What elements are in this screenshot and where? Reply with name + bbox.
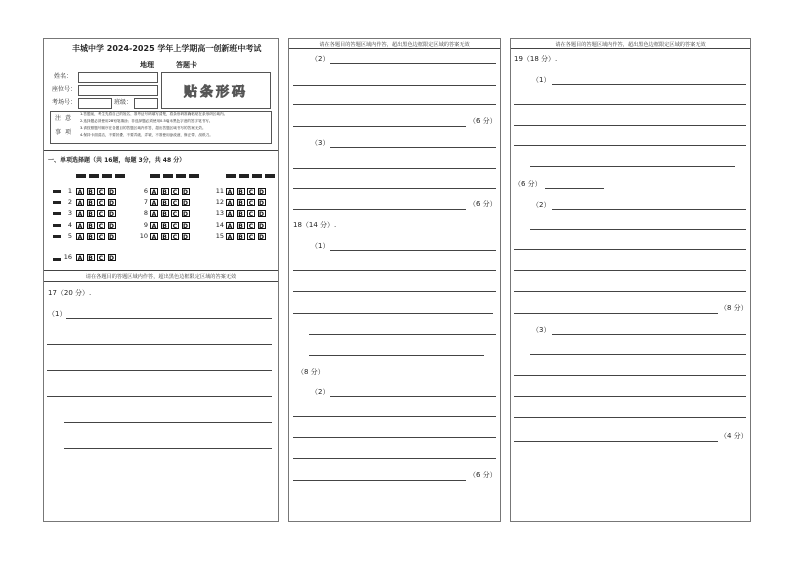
notes-line-2: 2.选择题必须使用2B铅笔填涂；非选择题必须使用0.5毫米黑色字迹的签字笔书写。: [80, 119, 213, 123]
option-bubble-b[interactable]: B: [162, 211, 167, 219]
answer-line[interactable]: [47, 344, 272, 345]
answer-line[interactable]: [514, 145, 746, 146]
option-bubble-a[interactable]: A: [227, 189, 233, 196]
answer-line[interactable]: [552, 209, 746, 210]
answer-line[interactable]: [293, 437, 496, 438]
option-bubble-b[interactable]: B: [88, 211, 93, 219]
answer-line[interactable]: [66, 318, 272, 319]
column-3-panel: [510, 38, 751, 522]
option-bubble-d[interactable]: D: [109, 200, 114, 208]
option-bubble-d[interactable]: D: [183, 233, 188, 241]
divider: [44, 270, 278, 271]
timing-mark: [176, 174, 186, 178]
answer-line[interactable]: [64, 422, 272, 423]
q18-part-1-label: （1）: [311, 242, 330, 250]
answer-line[interactable]: [514, 441, 718, 442]
option-bubble-a[interactable]: A: [151, 222, 157, 230]
answer-line[interactable]: [293, 416, 496, 417]
answer-line[interactable]: [47, 396, 272, 397]
option-bubble-b[interactable]: B: [162, 189, 167, 196]
timing-mark: [239, 174, 249, 178]
question-number: 14: [215, 220, 224, 229]
answer-line[interactable]: [530, 229, 746, 230]
q18-part-2-score: （6 分）: [469, 471, 497, 479]
q17-title: 17（20 分）.: [48, 289, 92, 297]
option-bubble-c[interactable]: C: [98, 255, 104, 262]
exam-no-field[interactable]: [78, 98, 112, 109]
question-number: 3: [67, 209, 72, 218]
question-number: 11: [215, 187, 224, 195]
sheet-label: 答题卡: [176, 61, 197, 69]
option-bubble-c[interactable]: C: [248, 189, 254, 196]
class-label: 班级：: [114, 99, 133, 106]
option-bubble-a[interactable]: A: [227, 200, 233, 208]
option-bubble-d[interactable]: D: [109, 211, 114, 219]
option-bubble-a[interactable]: A: [227, 233, 233, 241]
timing-mark: [252, 174, 262, 178]
option-bubble-c[interactable]: C: [172, 222, 178, 230]
timing-mark: [265, 174, 275, 178]
q19-part-3-label: （3）: [532, 326, 551, 334]
q19-part-1-label: （1）: [532, 76, 551, 84]
answer-line[interactable]: [47, 370, 272, 371]
option-bubble-c[interactable]: C: [98, 189, 104, 196]
option-bubble-b[interactable]: B: [162, 200, 167, 208]
option-bubble-c[interactable]: C: [172, 189, 178, 196]
exam-no-label: 考场号：: [52, 99, 77, 106]
notice-text-3: 请在各题目的答题区域内作答，超出黑色边框限定区域的答案无效: [555, 42, 706, 48]
q19-title: 19（18 分）.: [514, 55, 558, 63]
answer-line[interactable]: [293, 209, 466, 210]
question-number: 2: [67, 198, 72, 207]
timing-mark: [53, 212, 61, 215]
timing-mark: [189, 174, 199, 178]
question-number: 6: [143, 187, 148, 195]
option-bubble-b[interactable]: B: [162, 233, 167, 241]
option-bubble-b[interactable]: B: [88, 233, 93, 241]
option-bubble-d[interactable]: D: [183, 200, 188, 208]
option-bubble-d[interactable]: D: [109, 255, 114, 262]
answer-line[interactable]: [514, 270, 746, 271]
answer-line[interactable]: [293, 291, 496, 292]
option-bubble-d[interactable]: D: [259, 233, 264, 241]
name-field[interactable]: [78, 72, 158, 83]
option-bubble-c[interactable]: C: [248, 211, 254, 219]
q17-part-3-label: （3）: [311, 139, 330, 147]
q18-title: 18（14 分）.: [293, 221, 337, 229]
option-bubble-a[interactable]: A: [77, 255, 83, 262]
question-number: 7: [143, 198, 148, 207]
question-number: 8: [143, 209, 148, 218]
option-bubble-d[interactable]: D: [183, 211, 188, 219]
option-bubble-a[interactable]: A: [77, 200, 83, 208]
option-bubble-d[interactable]: D: [259, 222, 264, 230]
option-bubble-b[interactable]: B: [238, 200, 243, 208]
question-number: 13: [215, 209, 224, 218]
answer-line[interactable]: [514, 417, 746, 418]
option-bubble-d[interactable]: D: [183, 189, 188, 196]
answer-line[interactable]: [309, 355, 484, 356]
name-label: 姓名：: [54, 73, 73, 80]
divider: [289, 48, 500, 49]
option-bubble-a[interactable]: A: [227, 211, 233, 219]
notice-text-1: 请在各题目的答题区域内作答，超出黑色边框限定区域的答案无效: [85, 274, 237, 280]
answer-line[interactable]: [293, 85, 496, 86]
option-bubble-c[interactable]: C: [98, 222, 104, 230]
q19-part-2-score: （8 分）: [720, 304, 748, 312]
timing-mark: [150, 174, 160, 178]
answer-line[interactable]: [330, 396, 496, 397]
question-number: 9: [143, 220, 148, 229]
q17-part-2-score: （6 分）: [469, 117, 497, 125]
notes-label-3: 事: [55, 129, 62, 136]
option-bubble-b[interactable]: B: [88, 200, 93, 208]
timing-mark: [53, 258, 61, 261]
option-bubble-c[interactable]: C: [172, 233, 178, 241]
option-bubble-a[interactable]: A: [227, 222, 233, 230]
notes-line-3: 3.请按照题号顺序在各题目的答题区域内作答，超出答题区域书写的答案无效。: [80, 126, 206, 130]
answer-line[interactable]: [552, 334, 746, 335]
option-bubble-c[interactable]: C: [98, 233, 104, 241]
timing-mark: [163, 174, 173, 178]
option-bubble-b[interactable]: B: [238, 189, 243, 196]
question-number: 16: [63, 253, 72, 261]
answer-line[interactable]: [530, 166, 735, 167]
answer-line[interactable]: [64, 448, 272, 449]
notes-label-2: 意: [65, 115, 72, 122]
answer-line[interactable]: [514, 291, 746, 292]
question-number: 15: [215, 231, 224, 240]
question-number: 4: [67, 220, 72, 229]
question-number: 1: [67, 187, 72, 195]
q17-part-2-label: （2）: [311, 55, 330, 63]
timing-mark: [53, 224, 61, 227]
answer-line[interactable]: [293, 104, 496, 105]
timing-mark: [89, 174, 99, 178]
answer-line[interactable]: [330, 63, 496, 64]
notes-label-1: 注: [55, 115, 62, 122]
option-bubble-b[interactable]: B: [238, 233, 243, 241]
option-bubble-a[interactable]: A: [77, 222, 83, 230]
q17-part-1-label: （1）: [48, 310, 67, 318]
option-bubble-a[interactable]: A: [77, 211, 83, 219]
question-number: 12: [215, 198, 224, 207]
answer-line[interactable]: [293, 480, 466, 481]
answer-line[interactable]: [293, 168, 496, 169]
divider: [44, 281, 278, 282]
answer-line[interactable]: [293, 458, 496, 459]
option-bubble-c[interactable]: C: [98, 200, 104, 208]
option-bubble-a[interactable]: A: [151, 200, 157, 208]
option-bubble-a[interactable]: A: [151, 211, 157, 219]
option-bubble-c[interactable]: C: [98, 211, 104, 219]
notice-text-2: 请在各题目的答题区域内作答，超出黑色边框限定区域的答案无效: [319, 42, 470, 48]
notes-line-4: 4.保持卡面清洁，不要折叠、不要弄破、弄皱，不准使用涂改液、修正带、刮纸刀。: [80, 133, 213, 137]
option-bubble-d[interactable]: D: [109, 222, 114, 230]
barcode-label: 贴条形码: [183, 85, 248, 100]
divider: [511, 48, 750, 49]
q18-part-2-label: （2）: [311, 388, 330, 396]
choice-section-title: 一、单项选择题（共 16题，每题 3分，共 48 分）: [48, 157, 186, 164]
q19-part-3-score: （4 分）: [720, 432, 748, 440]
answer-line[interactable]: [530, 354, 746, 355]
answer-line[interactable]: [514, 104, 746, 105]
option-bubble-b[interactable]: B: [88, 189, 93, 196]
option-bubble-a[interactable]: A: [151, 189, 157, 196]
answer-line[interactable]: [293, 126, 466, 127]
timing-mark: [76, 174, 86, 178]
q18-part-1-score: （8 分）: [297, 368, 325, 376]
answer-line[interactable]: [514, 396, 746, 397]
answer-line[interactable]: [309, 334, 496, 335]
barcode-area: [161, 72, 271, 109]
answer-line[interactable]: [293, 188, 496, 189]
option-bubble-d[interactable]: D: [259, 189, 264, 196]
option-bubble-c[interactable]: C: [172, 211, 178, 219]
notes-label-4: 项: [65, 129, 72, 136]
timing-mark: [115, 174, 125, 178]
answer-line[interactable]: [514, 125, 746, 126]
answer-line[interactable]: [514, 249, 746, 250]
answer-line[interactable]: [293, 313, 493, 314]
answer-line[interactable]: [293, 270, 496, 271]
answer-line[interactable]: [514, 313, 718, 314]
divider: [44, 150, 278, 151]
answer-line[interactable]: [330, 250, 496, 251]
q17-part-3-score: （6 分）: [469, 200, 497, 208]
option-bubble-b[interactable]: B: [238, 211, 243, 219]
subject-label: 地理: [140, 61, 154, 69]
option-bubble-c[interactable]: C: [248, 200, 254, 208]
seat-label: 座位号：: [52, 86, 77, 93]
timing-mark: [53, 190, 61, 193]
option-bubble-c[interactable]: C: [172, 200, 178, 208]
option-bubble-b[interactable]: B: [162, 222, 167, 230]
exam-title: 丰城中学 2024-2025 学年上学期高一创新班中考试: [72, 44, 262, 53]
timing-mark: [226, 174, 236, 178]
timing-mark: [53, 235, 61, 238]
option-bubble-d[interactable]: D: [109, 233, 114, 241]
option-bubble-a[interactable]: A: [151, 233, 157, 241]
option-bubble-c[interactable]: C: [248, 233, 254, 241]
option-bubble-a[interactable]: A: [77, 233, 83, 241]
option-bubble-a[interactable]: A: [77, 189, 83, 196]
question-number: 10: [139, 231, 148, 240]
q19-part-2-label: （2）: [532, 201, 551, 209]
option-bubble-d[interactable]: D: [259, 200, 264, 208]
option-bubble-d[interactable]: D: [183, 222, 188, 230]
seat-field[interactable]: [78, 85, 158, 96]
answer-line[interactable]: [552, 84, 746, 85]
timing-mark: [102, 174, 112, 178]
option-bubble-b[interactable]: B: [238, 222, 243, 230]
class-field[interactable]: [134, 98, 158, 109]
timing-mark: [53, 201, 61, 204]
answer-line[interactable]: [514, 375, 746, 376]
option-bubble-b[interactable]: B: [88, 222, 93, 230]
option-bubble-d[interactable]: D: [109, 189, 114, 196]
option-bubble-d[interactable]: D: [259, 211, 264, 219]
notes-line-1: 1.答题前，考生先将自己的姓名、准考证号码填写清楚，将条形码准确粘贴在条形码区域内。: [80, 112, 228, 116]
question-number: 5: [67, 231, 72, 240]
option-bubble-b[interactable]: B: [88, 255, 93, 262]
column-2-panel: [288, 38, 501, 522]
q19-part-1-score: （6 分）: [514, 180, 542, 188]
answer-line[interactable]: [330, 147, 496, 148]
option-bubble-c[interactable]: C: [248, 222, 254, 230]
answer-line[interactable]: [545, 188, 604, 189]
